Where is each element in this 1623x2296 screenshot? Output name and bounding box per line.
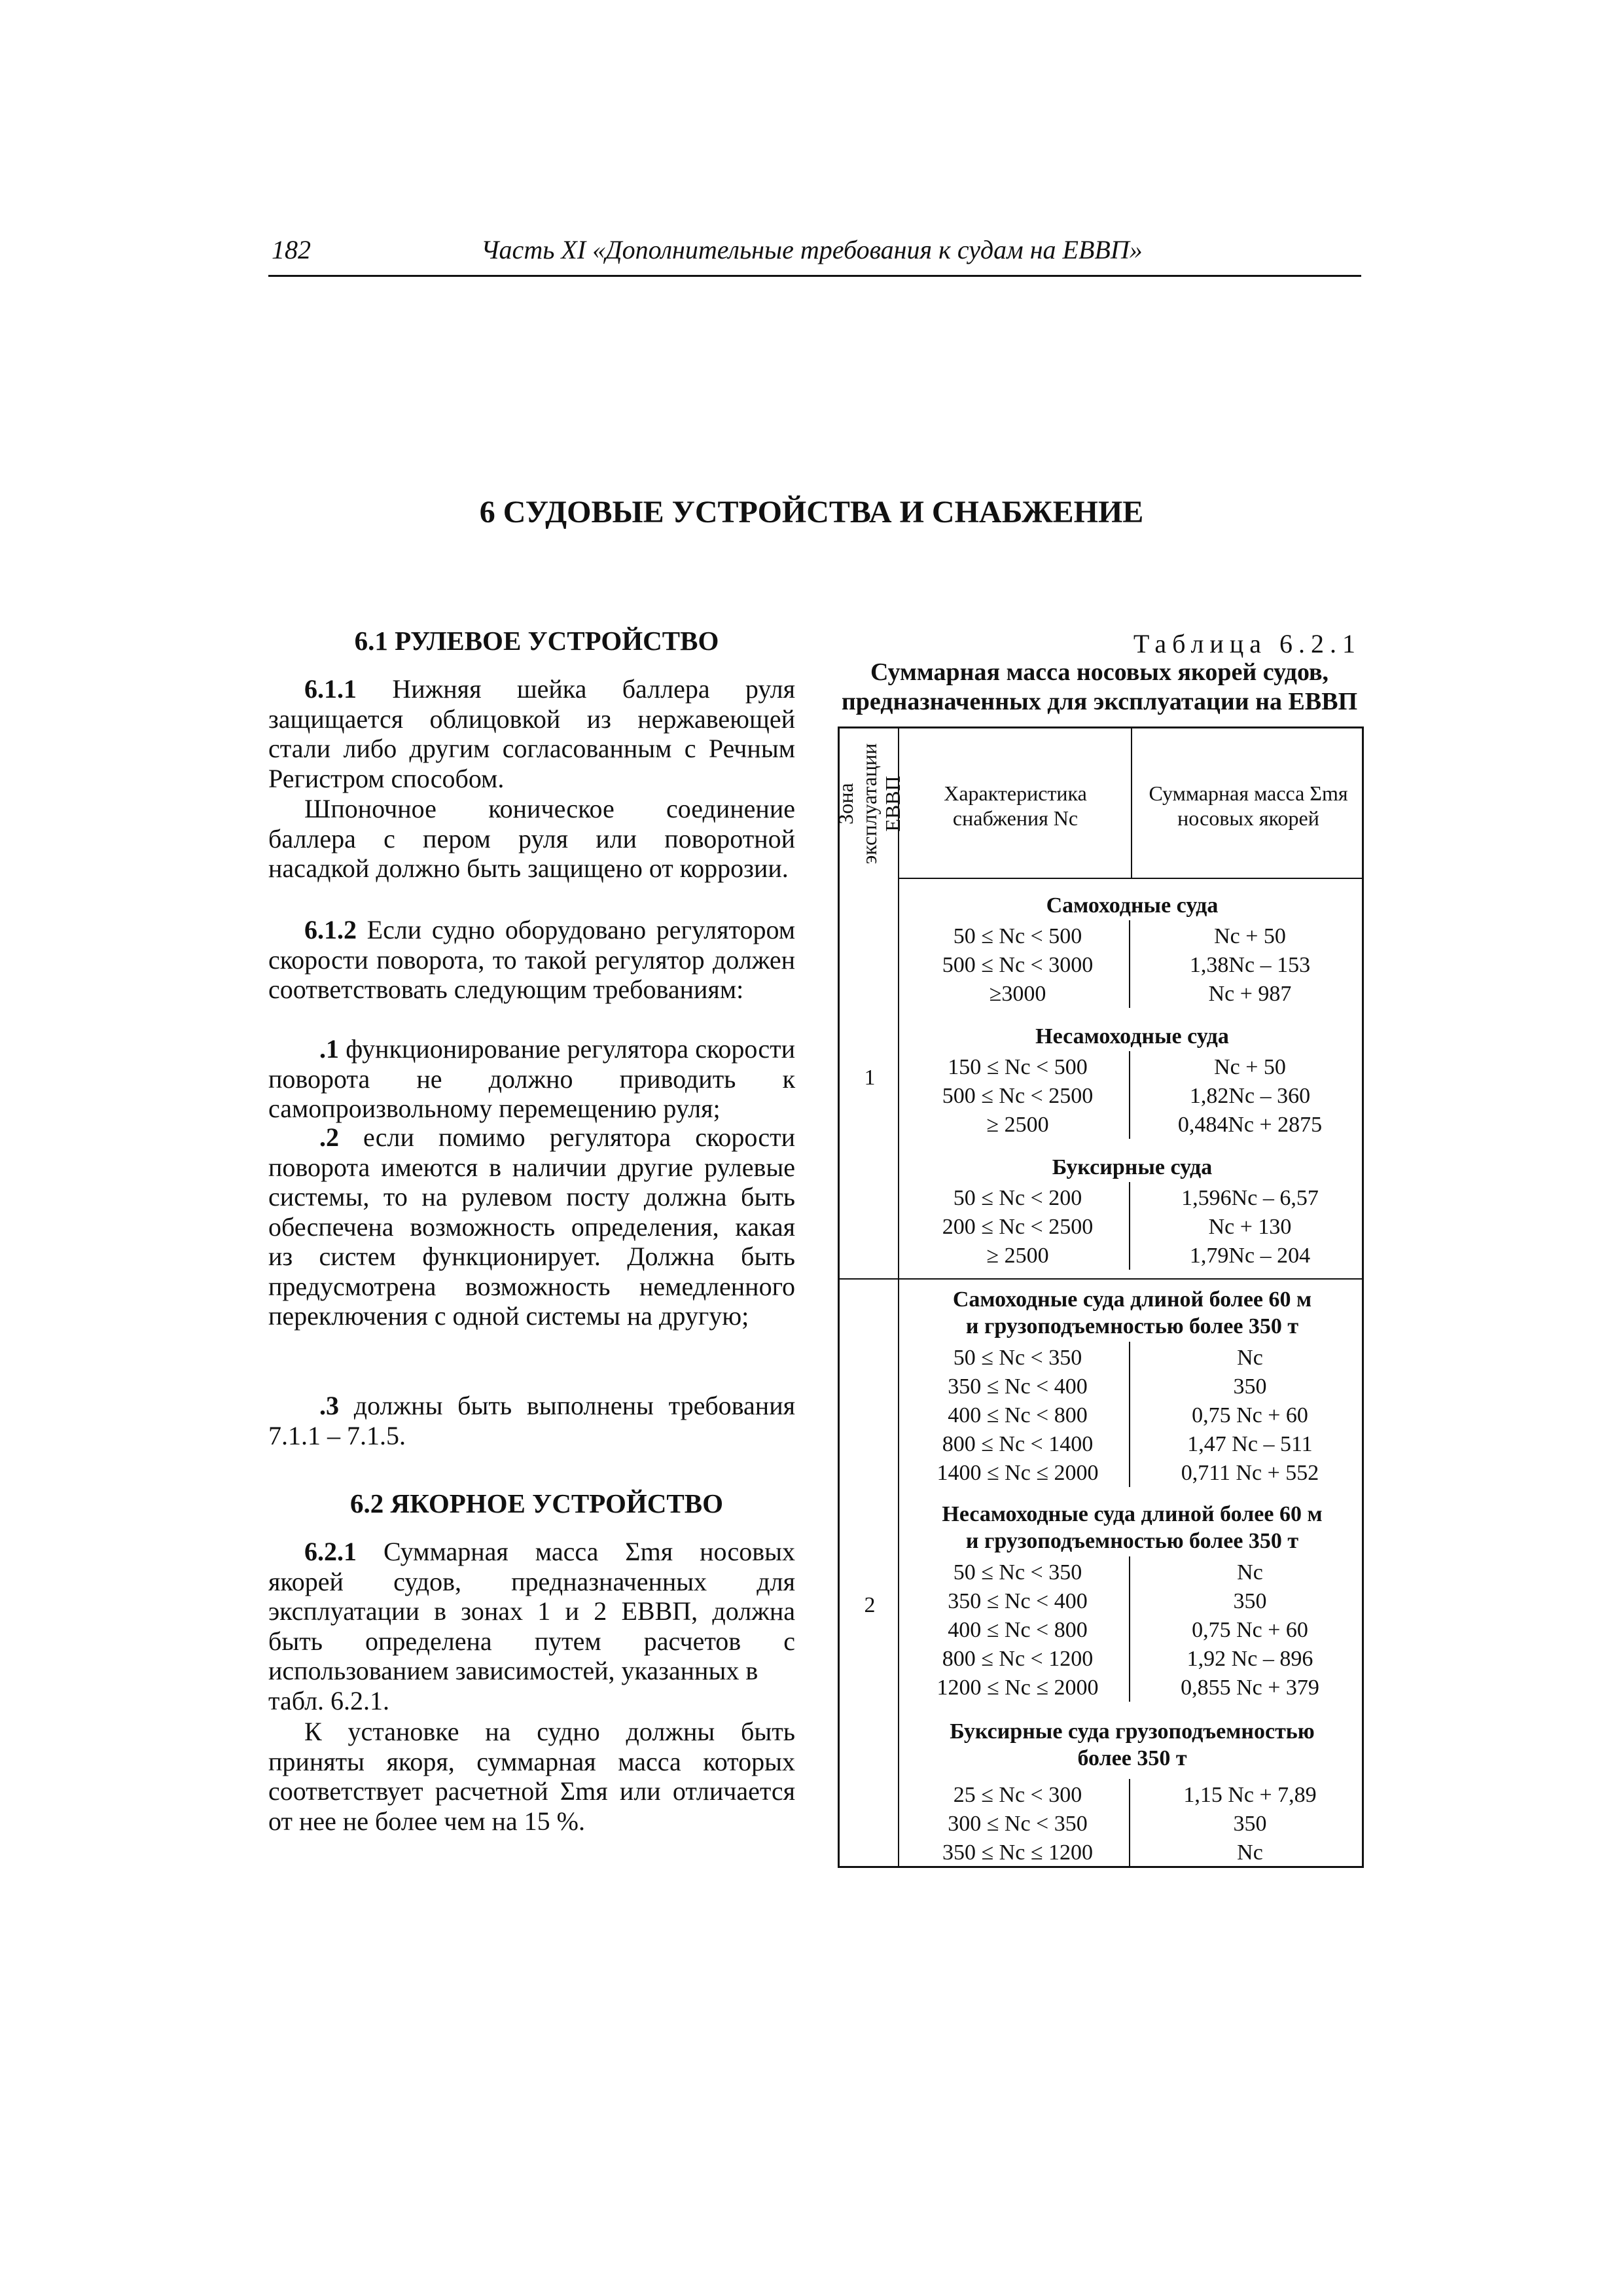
table-row: 50 ≤ Nс < 350 Nс [953, 1560, 1263, 1585]
item-text: должны быть выполнены требования 7.1.1 – 7.1.5. [268, 1391, 796, 1450]
running-title: Часть XI «Дополнительные требования к судам на ЕВВП» [481, 235, 1143, 264]
section-title-6-1: 6.1 РУЛЕВОЕ УСТРОЙСТВО [354, 626, 719, 656]
table-row: 200 ≤ Nс < 2500 Nс + 130 [942, 1215, 1292, 1239]
zone-1-label: 1 [864, 1066, 876, 1090]
paragraph-6-1-2-2 [268, 1122, 795, 1331]
zone-2-label: 2 [864, 1593, 876, 1617]
clause-number: 6.2.1 [304, 1537, 357, 1566]
clause-text: Шпоночное коническое соединение баллера с пером руля или поворотной насадкой должно быть защищено от коррозии. [268, 794, 795, 883]
table-row: 1200 ≤ Nс ≤ 2000 0,855 Nс + 379 [936, 1676, 1319, 1700]
clause-number: 6.1.1 [304, 674, 357, 704]
item-text: если помимо регулятора скорости поворота имеются в наличии другие рулевые системы, то на рулевом посту должна быть обеспечена возможность определения, какая из систем функционирует. Должна быть предусмотрена возможность немедленного переключения с одной системы на другую; [268, 1122, 795, 1331]
chapter-title: 6 СУДОВЫЕ УСТРОЙСТВА И СНАБЖЕНИЕ [479, 495, 1144, 529]
group-heading: Буксирные суда [1052, 1155, 1213, 1179]
table-row: 800 ≤ Nс < 1400 1,47 Nс – 511 [942, 1432, 1313, 1456]
header-row-divider [898, 878, 1362, 879]
clause-text: Нижняя шейка баллера руля защищается облицовкой из нержавеющей стали либо другим согласованным с Речным Регистром способом. [268, 674, 795, 793]
table-row: 1400 ≤ Nс ≤ 2000 0,711 Nс + 552 [936, 1461, 1319, 1485]
table-row: ≥3000 Nс + 987 [989, 982, 1292, 1006]
table-row: 800 ≤ Nс < 1200 1,92 Nс – 896 [942, 1647, 1313, 1671]
page-number: 182 [272, 235, 311, 264]
paragraph-6-1-1 [268, 674, 795, 793]
value-divider [1129, 1779, 1130, 1867]
table-row: 50 ≤ Nс < 200 1,596Nс – 6,57 [953, 1186, 1319, 1210]
section-title-6-2: 6.2 ЯКОРНОЕ УСТРОЙСТВО [350, 1488, 723, 1518]
clause-text: Если судно оборудовано регулятором скорости поворота, то такой регулятор должен соответствовать следующим требованиям: [268, 915, 795, 1004]
item-number: .3 [319, 1391, 339, 1420]
value-divider [1129, 1556, 1130, 1702]
group-heading: Самоходные суда [1046, 893, 1219, 918]
paragraph-6-1-1-b [268, 794, 795, 884]
group-heading: Самоходные суда длиной более 60 м и грузоподъемностью более 350 т [952, 1287, 1312, 1338]
value-divider [1129, 920, 1130, 1008]
group-heading: Буксирные суда грузоподъемностью более 350 т [950, 1719, 1315, 1770]
table-row: 350 ≤ Nс < 400 350 [948, 1589, 1267, 1613]
paragraph-6-1-2-3 [268, 1391, 795, 1450]
clause-number: 6.1.2 [304, 915, 357, 944]
table-row: 50 ≤ Nс < 500 Nс + 50 [953, 924, 1286, 948]
column-divider [898, 728, 899, 1866]
group-heading: Несамоходные суда [1035, 1024, 1229, 1049]
table-title [838, 658, 1361, 717]
table-row: 25 ≤ Nс < 300 1,15 Nс + 7,89 [953, 1783, 1317, 1807]
clause-text-tail: табл. 6.2.1. [268, 1685, 390, 1715]
paragraph-6-1-2 [268, 915, 795, 1005]
value-divider [1129, 1182, 1130, 1270]
table-row: 350 ≤ Nс ≤ 1200 Nс [942, 1840, 1263, 1865]
item-number: .1 [319, 1034, 339, 1064]
paragraph-6-1-2-1 [268, 1034, 795, 1124]
clause-text: Суммарная масса Σmя носовых якорей судов, предназначенных для эксплуатации в зонах 1 и 2 ЕВВП, должна быть определена путем расчетов с использованием зависимостей, указанных в [268, 1537, 795, 1685]
table-title-line-1: Суммарная масса носовых якорей судов, [870, 658, 1329, 686]
running-header [268, 234, 1361, 277]
anchor-mass-table [834, 726, 1364, 1868]
group-heading: Несамоходные суда длиной более 60 м и грузоподъемностью более 350 т [942, 1502, 1323, 1553]
table-row: ≥ 2500 1,79Nс – 204 [986, 1244, 1311, 1268]
paragraph-6-2-1 [268, 1537, 795, 1715]
item-number: .2 [319, 1122, 339, 1152]
table-row: 150 ≤ Nс < 500 Nс + 50 [948, 1055, 1286, 1079]
table-row: 400 ≤ Nс < 800 0,75 Nс + 60 [948, 1403, 1308, 1427]
item-text: функционирование регулятора скорости поворота не должно приводить к самопроизвольному перемещению руля; [268, 1034, 796, 1123]
paragraph-6-2-1-b [268, 1717, 795, 1836]
table-title-line-2: предназначенных для эксплуатации на ЕВВП [841, 688, 1358, 715]
value-divider [1129, 1342, 1130, 1487]
table-row: 50 ≤ Nс < 350 Nс [953, 1346, 1263, 1370]
clause-text: К установке на судно должны быть приняты якоря, суммарная масса которых соответствует расчетной Σmя или отличается от нее не более чем на 15 %. [268, 1717, 795, 1836]
column-header-characteristic: Характеристика снабжения Nс [944, 781, 1087, 830]
table-row: 500 ≤ Nс < 3000 1,38Nс – 153 [942, 953, 1311, 977]
column-header-anchor-mass: Суммарная масса Σmя носовых якорей [1149, 781, 1348, 830]
table-caption: Таблица 6.2.1 [1133, 629, 1361, 658]
value-divider [1129, 1051, 1130, 1139]
table-row: 350 ≤ Nс < 400 350 [948, 1374, 1267, 1399]
zone-divider [840, 1278, 1362, 1280]
table-row: 400 ≤ Nс < 800 0,75 Nс + 60 [948, 1618, 1308, 1642]
table-row: ≥ 2500 0,484Nс + 2875 [986, 1113, 1323, 1137]
column-header-zone: Зона эксплуатации ЕВВП [834, 743, 904, 865]
table-row: 300 ≤ Nс < 350 350 [948, 1812, 1267, 1836]
table-row: 500 ≤ Nс < 2500 1,82Nс – 360 [942, 1084, 1311, 1108]
